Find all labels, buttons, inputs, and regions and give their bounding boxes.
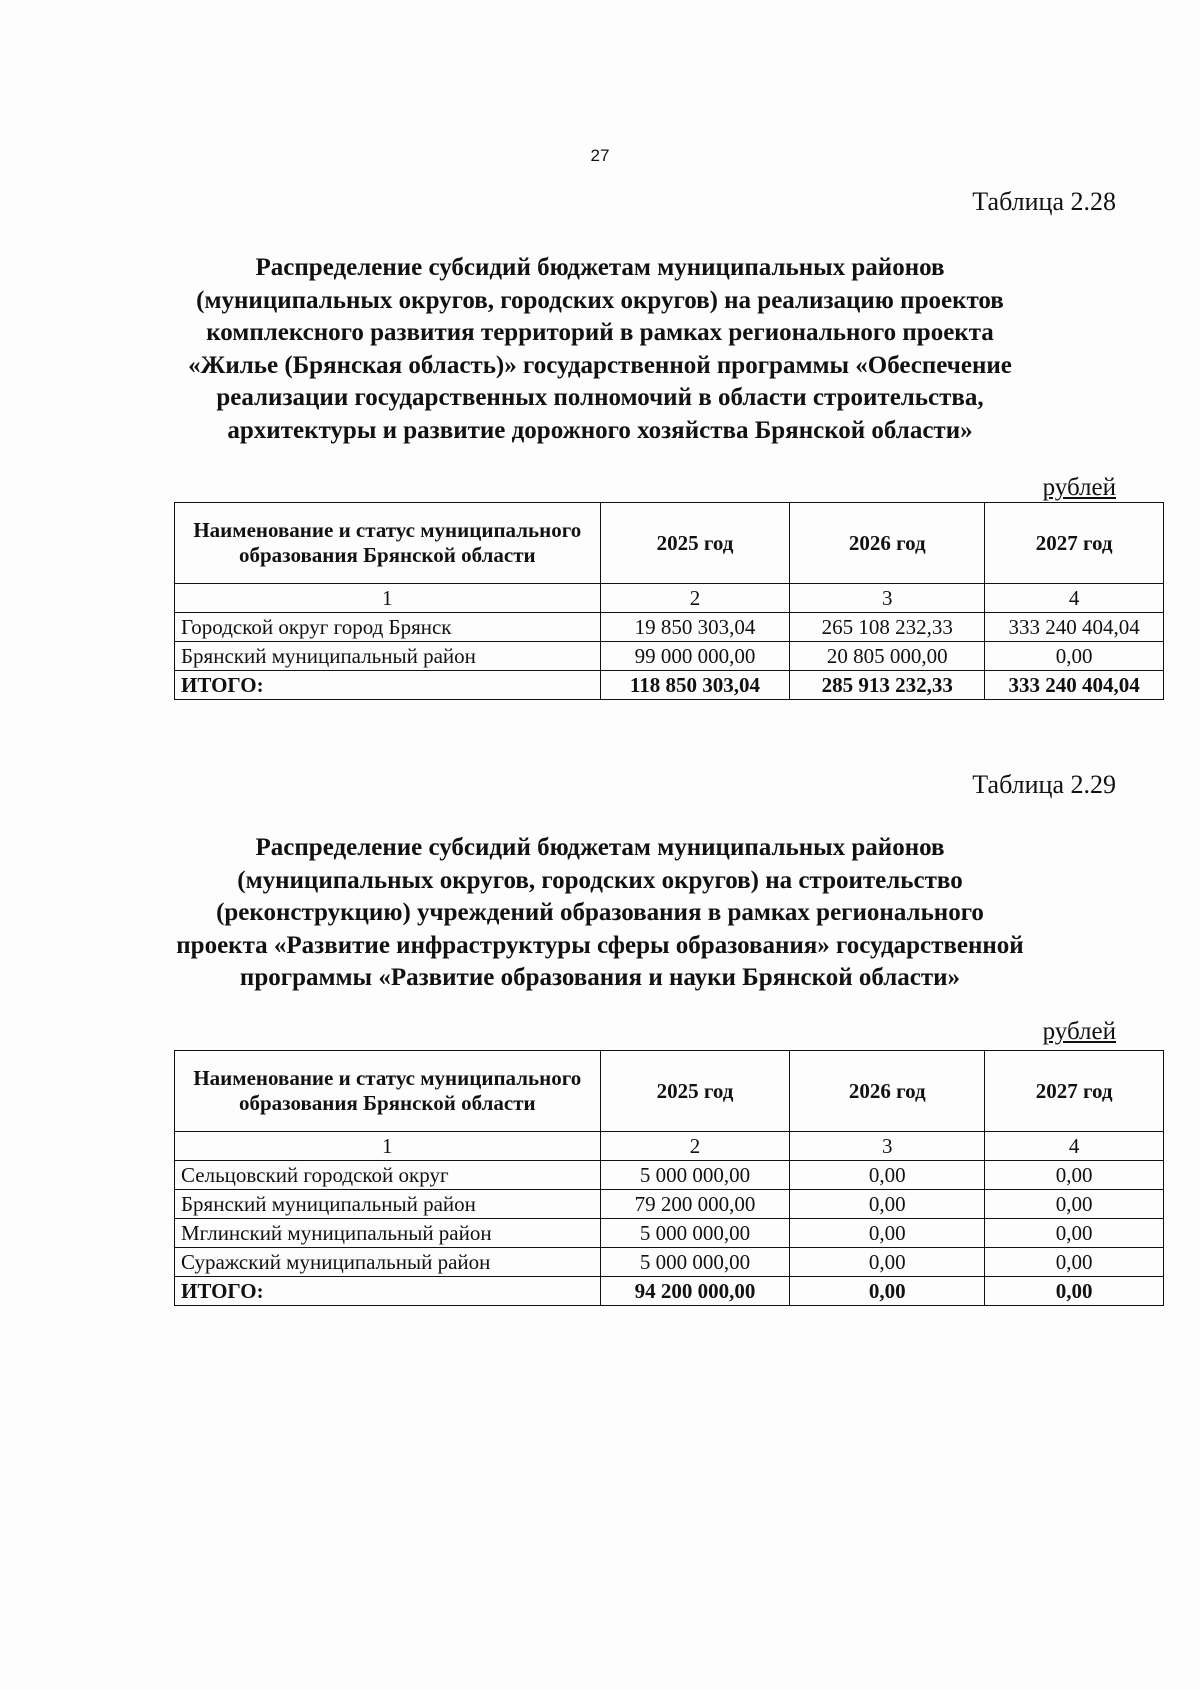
column-number: 3 (790, 584, 985, 613)
header-row (175, 503, 1164, 584)
total-label: ИТОГО: (175, 1277, 601, 1306)
column-number: 4 (985, 1132, 1164, 1161)
value-cell: 0,00 (790, 1190, 985, 1219)
title-line: «Жилье (Брянская область)» государственной программы «Обеспечение (188, 351, 1012, 379)
value-cell: 99 000 000,00 (600, 642, 790, 671)
page-number: 27 (590, 146, 610, 165)
total-value: 94 200 000,00 (600, 1277, 790, 1306)
total-label: ИТОГО: (175, 671, 601, 700)
column-number: 2 (600, 1132, 790, 1161)
title-line: Распределение субсидий бюджетам муниципальных районов (255, 254, 945, 281)
total-value: 0,00 (985, 1277, 1164, 1306)
table-title (0, 832, 1200, 995)
header-cell: 2026 год (790, 503, 985, 584)
municipality-cell: Брянский муниципальный район (175, 1190, 601, 1219)
column-number: 1 (175, 1132, 601, 1161)
header-cell: 2025 год (600, 503, 790, 584)
value-cell: 79 200 000,00 (600, 1190, 790, 1219)
header-cell: Наименование и статус муниципального образования Брянской области (175, 503, 601, 584)
column-number-row (175, 584, 1164, 613)
value-cell: 5 000 000,00 (600, 1219, 790, 1248)
municipality-cell: Брянский муниципальный район (175, 642, 601, 671)
column-number: 2 (600, 584, 790, 613)
title-line: архитектуры и развитие дорожного хозяйства Брянской области» (227, 416, 973, 444)
total-value: 285 913 232,33 (790, 671, 985, 700)
value-cell: 333 240 404,04 (985, 613, 1164, 642)
municipality-cell: Суражский муниципальный район (175, 1248, 601, 1277)
header-cell: 2027 год (985, 1051, 1164, 1132)
title-line: программы «Развитие образования и науки Брянской области» (239, 964, 961, 991)
header-cell: 2025 год (600, 1051, 790, 1132)
title-line: реализации государственных полномочий в области строительства, (216, 384, 984, 411)
table-label: Таблица 2.29 (972, 770, 1116, 799)
value-cell: 0,00 (985, 1248, 1164, 1277)
value-cell: 19 850 303,04 (600, 613, 790, 642)
value-cell: 5 000 000,00 (600, 1161, 790, 1190)
value-cell: 0,00 (790, 1161, 985, 1190)
value-cell: 0,00 (790, 1219, 985, 1248)
units-label: рублей (1042, 1018, 1116, 1045)
total-row (175, 671, 1164, 700)
table-title (0, 252, 1200, 447)
value-cell: 0,00 (985, 1219, 1164, 1248)
column-number: 1 (175, 584, 601, 613)
table-row (175, 1248, 1164, 1277)
title-line: Распределение субсидий бюджетам муниципальных районов (255, 834, 945, 861)
header-cell: 2026 год (790, 1051, 985, 1132)
total-value: 333 240 404,04 (985, 671, 1164, 700)
table-row (175, 642, 1164, 671)
municipality-cell: Сельцовский городской округ (175, 1161, 601, 1190)
value-cell: 0,00 (985, 1190, 1164, 1219)
table-row (175, 1219, 1164, 1248)
total-value: 118 850 303,04 (600, 671, 790, 700)
data-table (174, 502, 1164, 700)
title-line: (муниципальных округов, городских округов) на реализацию проектов (196, 286, 1004, 314)
header-cell: Наименование и статус муниципального образования Брянской области (175, 1051, 601, 1132)
table-row (175, 613, 1164, 642)
value-cell: 0,00 (985, 1161, 1164, 1190)
value-cell: 265 108 232,33 (790, 613, 985, 642)
header-cell: 2027 год (985, 503, 1164, 584)
total-value: 0,00 (790, 1277, 985, 1306)
value-cell: 0,00 (985, 642, 1164, 671)
value-cell: 20 805 000,00 (790, 642, 985, 671)
header-row (175, 1051, 1164, 1132)
data-table (174, 1050, 1164, 1306)
table-label: Таблица 2.28 (972, 187, 1116, 216)
municipality-cell: Городской округ город Брянск (175, 613, 601, 642)
column-number: 4 (985, 584, 1164, 613)
title-line: комплексного развития территорий в рамках регионального проекта (206, 319, 994, 346)
municipality-cell: Мглинский муниципальный район (175, 1219, 601, 1248)
table-row (175, 1190, 1164, 1219)
units-label: рублей (1042, 474, 1116, 501)
total-row (175, 1277, 1164, 1306)
title-line: (реконструкцию) учреждений образования в рамках регионального (216, 899, 984, 926)
title-line: проекта «Развитие инфраструктуры сферы образования» государственной (176, 931, 1024, 959)
table-row (175, 1161, 1164, 1190)
title-line: (муниципальных округов, городских округов) на строительство (237, 866, 963, 894)
column-number-row (175, 1132, 1164, 1161)
value-cell: 5 000 000,00 (600, 1248, 790, 1277)
column-number: 3 (790, 1132, 985, 1161)
value-cell: 0,00 (790, 1248, 985, 1277)
